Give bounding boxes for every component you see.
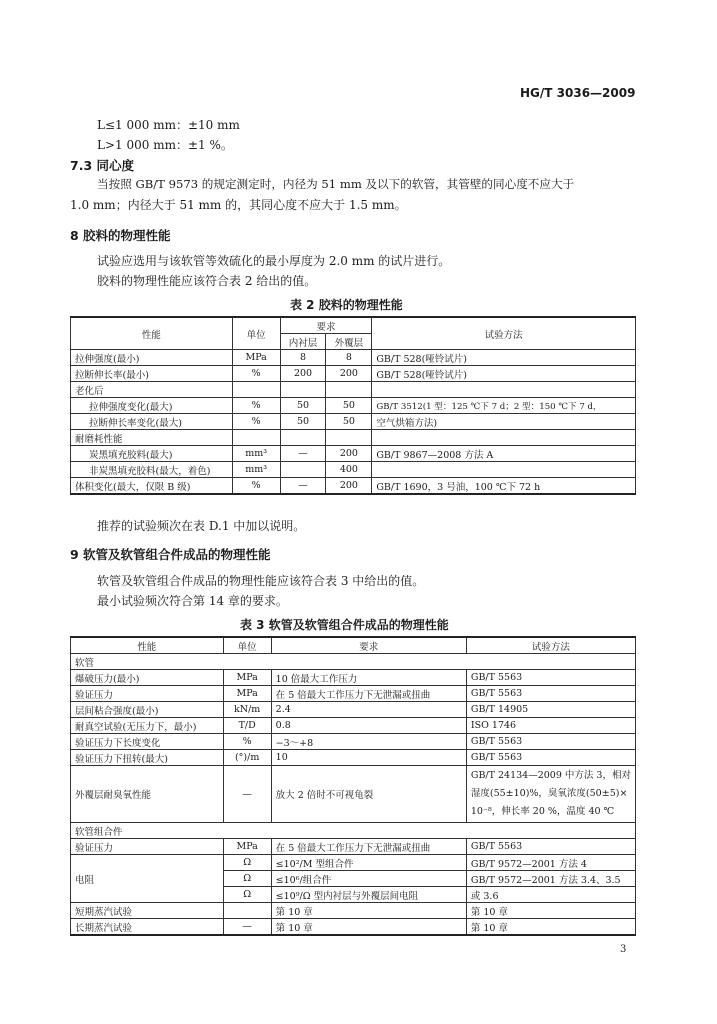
table-row (71, 702, 636, 718)
t2-col-method: 试验方法 (372, 317, 636, 350)
table-row (71, 446, 636, 462)
section-8-para-2: 胶料的物理性能应该符合表 2 给出的值。 (97, 274, 317, 288)
table-3 (70, 636, 636, 936)
t3-col-method: 试验方法 (466, 637, 635, 654)
t3-cell-req: 在 5 倍最大工作压力下无泄漏或扭曲 (271, 839, 466, 855)
tolerance-line-2: L>1 000 mm：±1 %。 (97, 138, 233, 152)
t3-cell-req: 在 5 倍最大工作压力下无泄漏或扭曲 (271, 686, 466, 702)
t2-cell-method: GB/T 528(哑铃试片) (372, 366, 636, 382)
t2-cell-unit: MPa (232, 350, 280, 366)
t2-cell-unit: mm³ (232, 446, 280, 462)
t2-cell-unit: mm³ (232, 462, 280, 478)
t2-cell-inner: 50 (280, 398, 326, 414)
t2-cell-inner: 50 (280, 414, 326, 430)
t3-group-assembly: 软管组合件 (71, 823, 636, 839)
table-row (71, 670, 636, 686)
t3-cell-property: 短期蒸汽试验 (71, 903, 224, 919)
t3-col-property: 性能 (71, 637, 224, 654)
t2-cell-outer: 50 (326, 398, 372, 414)
t3-cell-req: ≤10⁶/组合件 (271, 871, 466, 887)
t3-cell-property: 验证压力下扭转(最大) (71, 750, 224, 766)
standard-code: HG/T 3036—2009 (520, 86, 636, 100)
t3-cell-unit: T/D (223, 718, 271, 734)
t3-cell-property: 电阻 (71, 855, 224, 903)
t3-cell-req: 放大 2 倍时不可视龟裂 (271, 766, 466, 823)
table-row (71, 855, 636, 871)
t3-cell-property: 验证压力 (71, 686, 224, 702)
t2-cell-property: 拉伸强度(最小) (71, 350, 233, 366)
t2-col-property: 性能 (71, 317, 233, 350)
t3-cell-property: 验证压力 (71, 839, 224, 855)
t2-cell-method: GB/T 9867—2008 方法 A (372, 446, 636, 462)
t3-cell-unit: MPa (223, 686, 271, 702)
t3-cell-unit: Ω (223, 871, 271, 887)
t2-cell-outer: 50 (326, 414, 372, 430)
t3-cell-method: GB/T 9572—2001 方法 4 (466, 855, 635, 871)
t2-cell-method: 空气烘箱方法) (372, 414, 636, 430)
section-8-heading: 8 胶料的物理性能 (70, 228, 171, 243)
t3-cell-unit: — (223, 766, 271, 823)
t2-cell-unit: % (232, 478, 280, 495)
t2-cell-outer: 400 (326, 462, 372, 478)
t2-cell-outer: 200 (326, 478, 372, 495)
t2-cell-outer (326, 382, 372, 398)
t2-cell-outer: 8 (326, 350, 372, 366)
t3-cell-method: 或 3.6 (466, 887, 635, 903)
t3-cell-method: GB/T 9572—2001 方法 3.4、3.5 (466, 871, 635, 887)
table-row (71, 903, 636, 919)
t3-cell-property: 层间粘合强度(最小) (71, 702, 224, 718)
t3-cell-method: ISO 1746 (466, 718, 635, 734)
table-row (71, 686, 636, 702)
table-row (71, 462, 636, 478)
t2-cell-inner: 200 (280, 366, 326, 382)
t2-cell-property: 炭黑填充胶料(最大) (71, 446, 233, 462)
t3-cell-req: 0.8 (271, 718, 466, 734)
tolerance-line-1: L≤1 000 mm：±10 mm (97, 118, 240, 132)
t3-cell-method: 第 10 章 (466, 919, 635, 936)
t2-cell-inner (280, 462, 326, 478)
t3-cell-property: 验证压力下长度变化 (71, 734, 224, 750)
t3-col-unit: 单位 (223, 637, 271, 654)
t2-cell-inner: — (280, 446, 326, 462)
table-row (71, 414, 636, 430)
t3-ozone-method-line-1: GB/T 24134—2009 中方法 3，相对 (470, 770, 631, 781)
t3-group-hose: 软管 (71, 654, 636, 670)
table-row (71, 750, 636, 766)
t3-cell-property: 耐真空试验(无压力下，最小) (71, 718, 224, 734)
t2-cell-method: GB/T 3512(1 型：125 ℃下 7 d；2 型：150 ℃下 7 d， (372, 398, 636, 414)
t3-cell-unit: kN/m (223, 702, 271, 718)
page-number: 3 (620, 944, 627, 955)
t3-cell-unit: MPa (223, 670, 271, 686)
t3-cell-method (466, 766, 635, 823)
t2-cell-outer: 200 (326, 446, 372, 462)
t2-col-outer: 外覆层 (326, 334, 372, 350)
t2-cell-inner (280, 382, 326, 398)
t3-cell-unit: Ω (223, 887, 271, 903)
table-row (71, 430, 636, 446)
section-7-3-para-1: 当按照 GB/T 9573 的规定测定时，内径为 51 mm 及以下的软管，其管壁的同心度不应大于 (97, 177, 575, 191)
table-row (71, 366, 636, 382)
t2-cell-property: 拉断伸长率(最小) (71, 366, 233, 382)
section-7-3-heading: 7.3 同心度 (70, 158, 134, 173)
table-row (71, 919, 636, 936)
t2-cell-unit: % (232, 366, 280, 382)
t3-cell-method: GB/T 5563 (466, 750, 635, 766)
table-group-row (71, 654, 636, 670)
t3-ozone-method-line-2: 湿度(55±10)%，臭氧浓度(50±5)× (470, 788, 628, 799)
table-row (71, 382, 636, 398)
table-row (71, 734, 636, 750)
t3-cell-req: 10 倍最大工作压力 (271, 670, 466, 686)
t2-cell-property: 体积变化(最大，仅限 B 级) (71, 478, 233, 495)
t3-cell-method: GB/T 5563 (466, 670, 635, 686)
t3-cell-req: −3～+8 (271, 734, 466, 750)
table-row (71, 766, 636, 823)
t2-cell-property: 拉断伸长率变化(最大) (71, 414, 233, 430)
table-2-caption: 表 2 胶料的物理性能 (290, 298, 403, 312)
section-9-para-1: 软管及软管组合件成品的物理性能应该符合表 3 中给出的值。 (97, 574, 425, 588)
t3-cell-req: 第 10 章 (271, 903, 466, 919)
t2-cell-property: 拉伸强度变化(最大) (71, 398, 233, 414)
t2-cell-outer: 200 (326, 366, 372, 382)
t3-cell-method: GB/T 5563 (466, 839, 635, 855)
t3-col-requirement: 要求 (271, 637, 466, 654)
t3-cell-req: ≤10²/M 型组合件 (271, 855, 466, 871)
t2-cell-property: 老化后 (71, 382, 233, 398)
t3-cell-property: 爆破压力(最小) (71, 670, 224, 686)
t2-cell-method: GB/T 1690，3 号油，100 ℃下 72 h (372, 478, 636, 495)
t3-cell-property: 长期蒸汽试验 (71, 919, 224, 936)
t2-cell-inner: — (280, 478, 326, 495)
t2-cell-unit: % (232, 414, 280, 430)
t3-cell-unit: — (223, 919, 271, 936)
t2-col-unit: 单位 (232, 317, 280, 350)
t3-cell-req: 2.4 (271, 702, 466, 718)
table-2 (70, 316, 636, 495)
t3-cell-property: 外覆层耐臭氧性能 (71, 766, 224, 823)
t3-cell-method: GB/T 14905 (466, 702, 635, 718)
section-8-para-1: 试验应选用与该软管等效硫化的最小厚度为 2.0 mm 的试片进行。 (97, 254, 451, 268)
table-row (71, 478, 636, 495)
t3-cell-method: 第 10 章 (466, 903, 635, 919)
t3-cell-req: 第 10 章 (271, 919, 466, 936)
t3-cell-unit: MPa (223, 839, 271, 855)
t2-cell-property: 耐磨耗性能 (71, 430, 233, 446)
table-group-row (71, 823, 636, 839)
t2-cell-method (372, 430, 636, 446)
table-row (71, 839, 636, 855)
t2-cell-outer (326, 430, 372, 446)
t3-cell-unit: Ω (223, 855, 271, 871)
table-row (71, 350, 636, 366)
section-7-3-para-2: 1.0 mm；内径大于 51 mm 的，其同心度不应大于 1.5 mm。 (70, 198, 407, 212)
table-2-note: 推荐的试验频次在表 D.1 中加以说明。 (97, 519, 306, 533)
t2-cell-unit (232, 430, 280, 446)
table-row (71, 398, 636, 414)
t2-cell-inner: 8 (280, 350, 326, 366)
t2-cell-method: GB/T 528(哑铃试片) (372, 350, 636, 366)
t2-cell-unit (232, 382, 280, 398)
t3-cell-req: 10 (271, 750, 466, 766)
t2-cell-method (372, 382, 636, 398)
t3-cell-unit: (°)/m (223, 750, 271, 766)
t3-cell-unit (223, 903, 271, 919)
t2-col-requirement: 要求 (280, 317, 372, 334)
section-9-heading: 9 软管及软管组合件成品的物理性能 (70, 547, 271, 562)
t3-cell-method: GB/T 5563 (466, 734, 635, 750)
t2-cell-method (372, 462, 636, 478)
table-row (71, 718, 636, 734)
t3-ozone-method-line-3: 10⁻⁸，伸长率 20 %，温度 40 ℃ (470, 806, 615, 817)
t3-cell-method: GB/T 5563 (466, 686, 635, 702)
section-9-para-2: 最小试验频次符合第 14 章的要求。 (97, 594, 288, 608)
t3-cell-unit: % (223, 734, 271, 750)
t2-cell-unit: % (232, 398, 280, 414)
t2-cell-inner (280, 430, 326, 446)
t3-cell-req: ≤10⁹/Ω 型内衬层与外覆层间电阻 (271, 887, 466, 903)
t2-cell-property: 非炭黑填充胶料(最大，着色) (71, 462, 233, 478)
t2-col-inner: 内衬层 (280, 334, 326, 350)
table-3-caption: 表 3 软管及软管组合件成品的物理性能 (240, 618, 449, 632)
